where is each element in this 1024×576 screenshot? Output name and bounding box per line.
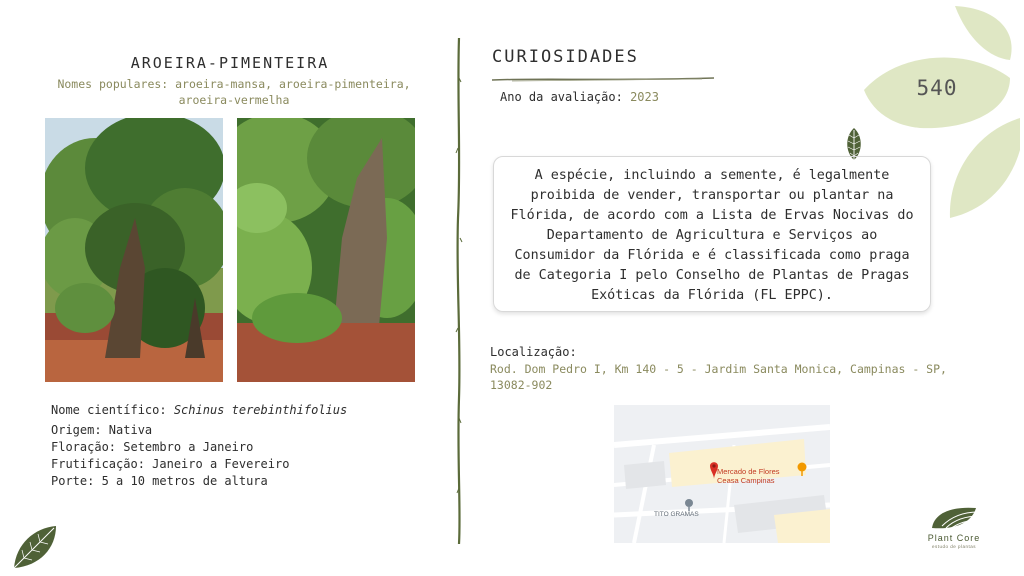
species-facts	[51, 402, 347, 490]
origin: Origem: Nativa	[51, 423, 153, 437]
scientific-name-line	[51, 402, 347, 419]
year-value: 2023	[630, 90, 659, 104]
location-address: Rod. Dom Pedro I, Km 140 - 5 - Jardim Santa Monica, Campinas - SP, 13082-902	[490, 362, 947, 392]
flowering: Floração: Setembro a Janeiro	[51, 440, 254, 454]
decorative-leaf-icon	[10, 520, 62, 572]
curiosities-heading: CURIOSIDADES	[492, 47, 639, 67]
scientific-name-label: Nome científico:	[51, 403, 167, 417]
year-label: Ano da avaliação:	[500, 90, 623, 104]
curiosity-text-box: A espécie, incluindo a semente, é legalmente proibida de vender, transportar ou plantar na Flórida, de acordo com a Lista de Ervas Nocivas do Departamento de Agricultura e Serviços ao Consumidor da Flórida e é classificada como praga de Categoria I pelo Conselho de Plantas de Pragas Exóticas da Flórida (FL EPPC).	[493, 156, 931, 312]
brand-tagline: estudo de plantas	[931, 544, 977, 549]
tree-photo-2	[237, 118, 415, 382]
popular-names: Nomes populares: aroeira-mansa, aroeira-pimenteira, aroeira-vermelha	[57, 77, 411, 107]
map-place-label: Mercado de Flores Ceasa Campinas	[717, 467, 780, 485]
heading-underline	[492, 68, 714, 76]
fruiting: Frutificação: Janeiro a Fevereiro	[51, 457, 290, 471]
map-nearby-label: TITO GRAMAS	[654, 511, 699, 518]
location-label: Localização:	[490, 345, 577, 359]
record-number: 540	[916, 76, 958, 100]
species-title: AROEIRA-PIMENTEIRA	[130, 54, 330, 72]
scientific-name-value: Schinus terebinthifolius	[173, 403, 348, 417]
tree-photo-1	[45, 118, 223, 382]
brand-name: Plant Core	[927, 533, 981, 543]
divider-line	[455, 38, 463, 544]
size: Porte: 5 a 10 metros de altura	[51, 474, 268, 488]
evaluation-year	[500, 90, 659, 104]
